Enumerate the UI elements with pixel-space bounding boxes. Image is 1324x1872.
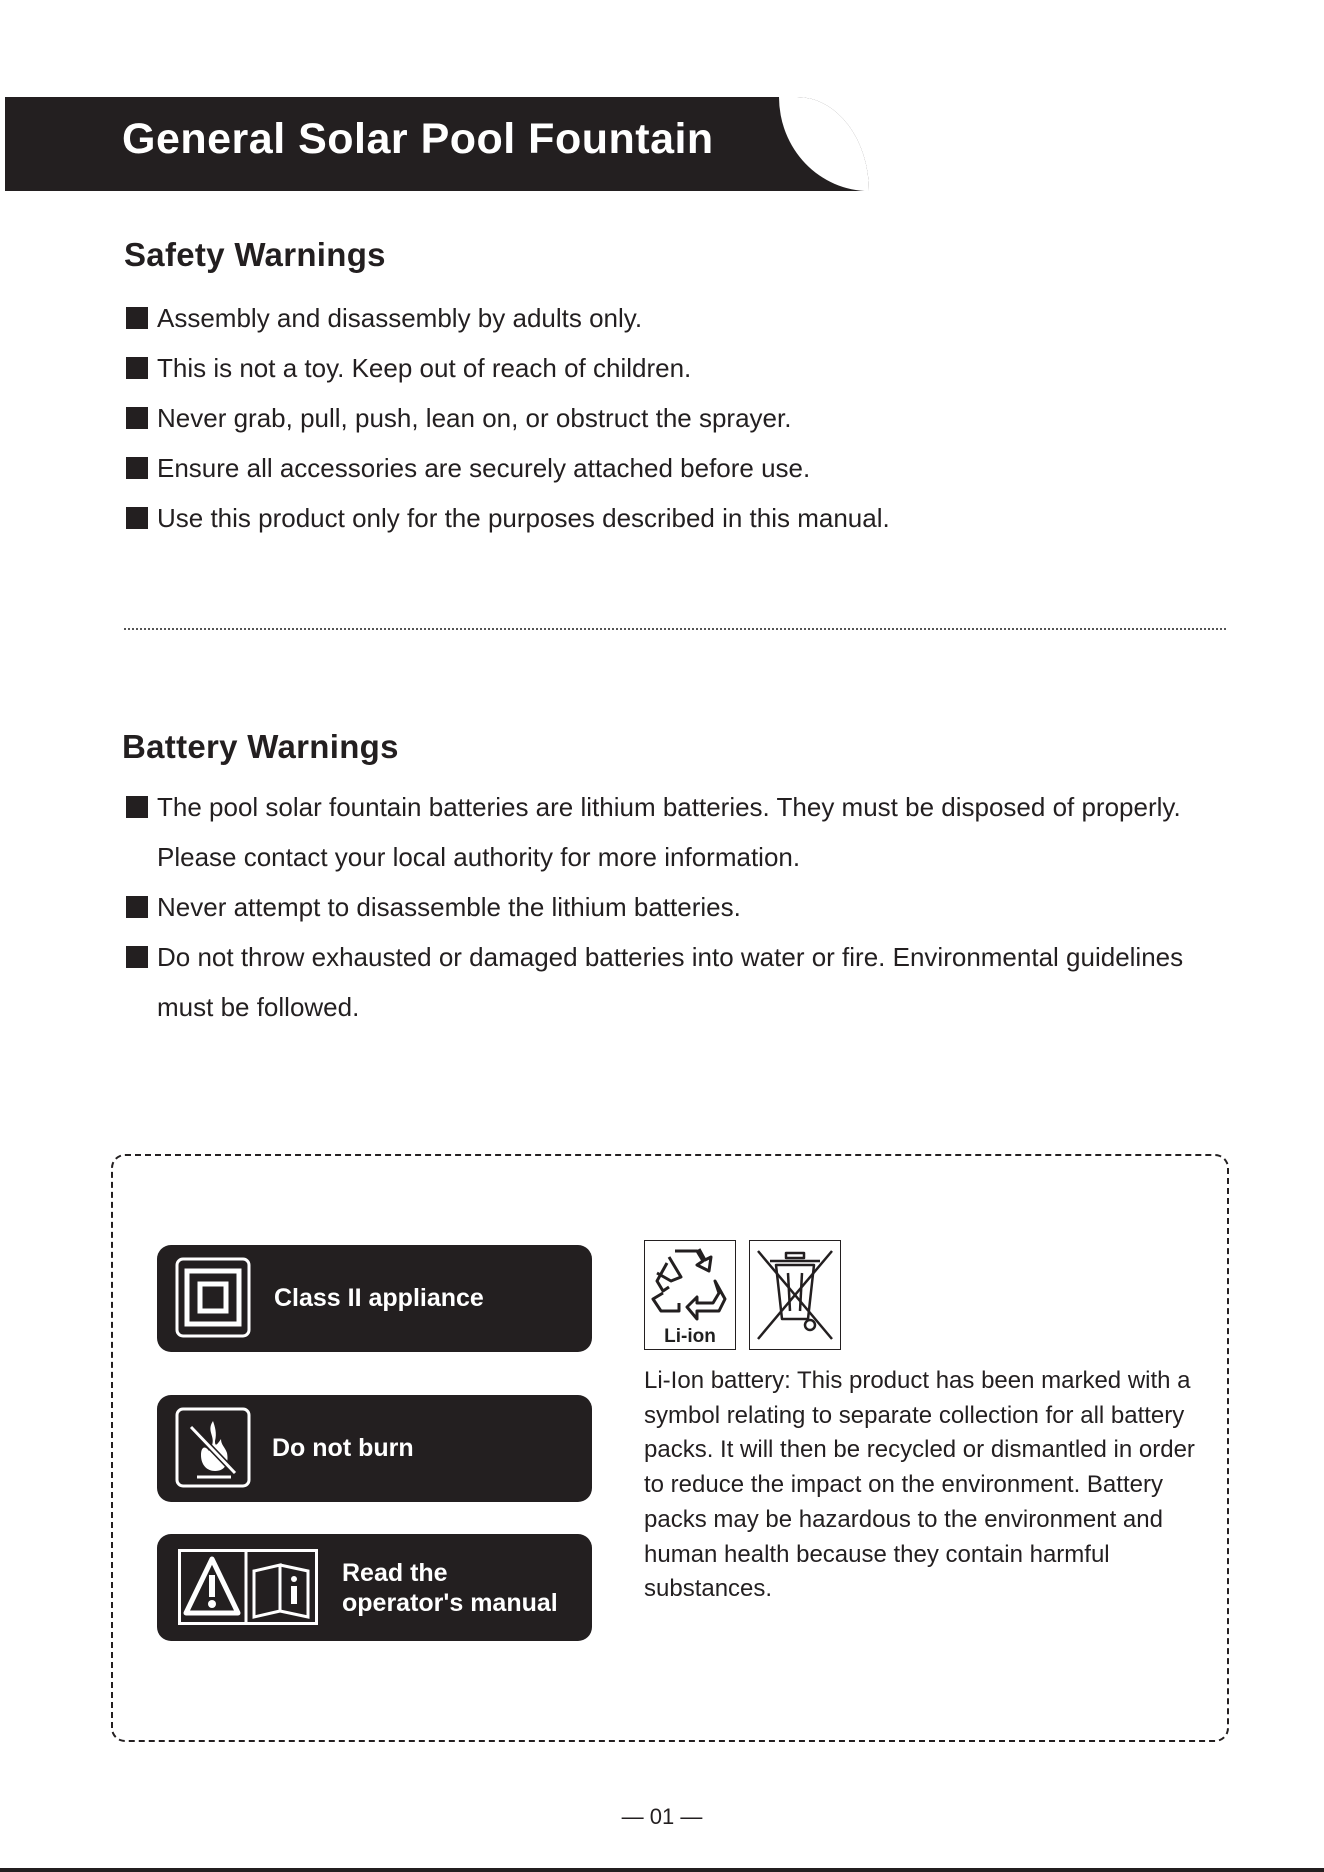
li-ion-battery-note: Li-Ion battery: This product has been marked with a symbol relating to separate collection for all battery packs. It will then be recycled or dismantled in order to reduce the impact on the environment. Battery packs may be hazardous to the environment and human health because they contain harmful substances. <box>644 1367 1195 1603</box>
bullet-square-icon <box>126 796 148 818</box>
header-banner <box>5 97 869 191</box>
bullet-square-icon <box>126 896 148 918</box>
list-item: This is not a toy. Keep out of reach of children. <box>126 343 1226 393</box>
bullet-square-icon <box>126 507 148 529</box>
list-item: Never attempt to disassemble the lithium batteries. <box>126 882 1206 932</box>
list-item: Assembly and disassembly by adults only. <box>126 293 1226 343</box>
safety-warnings-list <box>126 293 1226 543</box>
bullet-square-icon <box>126 357 148 379</box>
class-ii-badge <box>157 1245 592 1352</box>
list-item: The pool solar fountain batteries are lithium batteries. They must be disposed of properly. Please contact your local authority for more information. <box>126 782 1206 882</box>
badge-label: Do not burn <box>272 1434 414 1462</box>
bullet-square-icon <box>126 407 148 429</box>
battery-warnings-title: Battery Warnings <box>122 728 399 765</box>
page-number: — 01 — <box>621 1804 703 1829</box>
bullet-square-icon <box>126 307 148 329</box>
page-title: General Solar Pool Fountain <box>122 115 714 163</box>
badge-label-line1: Read the <box>342 1559 448 1587</box>
badge-label: Class II appliance <box>274 1284 484 1312</box>
section-divider <box>124 628 1226 630</box>
bullet-square-icon <box>126 946 148 968</box>
badge-label-line2: operator's manual <box>342 1589 558 1617</box>
recycle-caption: Li-ion <box>664 1326 716 1347</box>
recycle-symbol <box>644 1240 736 1350</box>
list-item: Do not throw exhausted or damaged batteries into water or fire. Environmental guidelines must be followed. <box>126 932 1206 1032</box>
read-manual-icon <box>178 1549 318 1625</box>
list-item: Use this product only for the purposes described in this manual. <box>126 493 1226 543</box>
battery-warnings-list <box>126 782 1206 1032</box>
read-manual-badge <box>157 1534 592 1641</box>
bottom-rule <box>0 1868 1324 1872</box>
list-item: Ensure all accessories are securely attached before use. <box>126 443 1226 493</box>
class-ii-icon <box>175 1257 251 1338</box>
bullet-square-icon <box>126 457 148 479</box>
list-item: Never grab, pull, push, lean on, or obstruct the sprayer. <box>126 393 1226 443</box>
crossed-bin-symbol <box>749 1240 841 1350</box>
crossed-bin-icon <box>750 1241 840 1349</box>
no-fire-icon <box>175 1407 251 1488</box>
do-not-burn-badge <box>157 1395 592 1502</box>
safety-warnings-title: Safety Warnings <box>124 236 386 273</box>
